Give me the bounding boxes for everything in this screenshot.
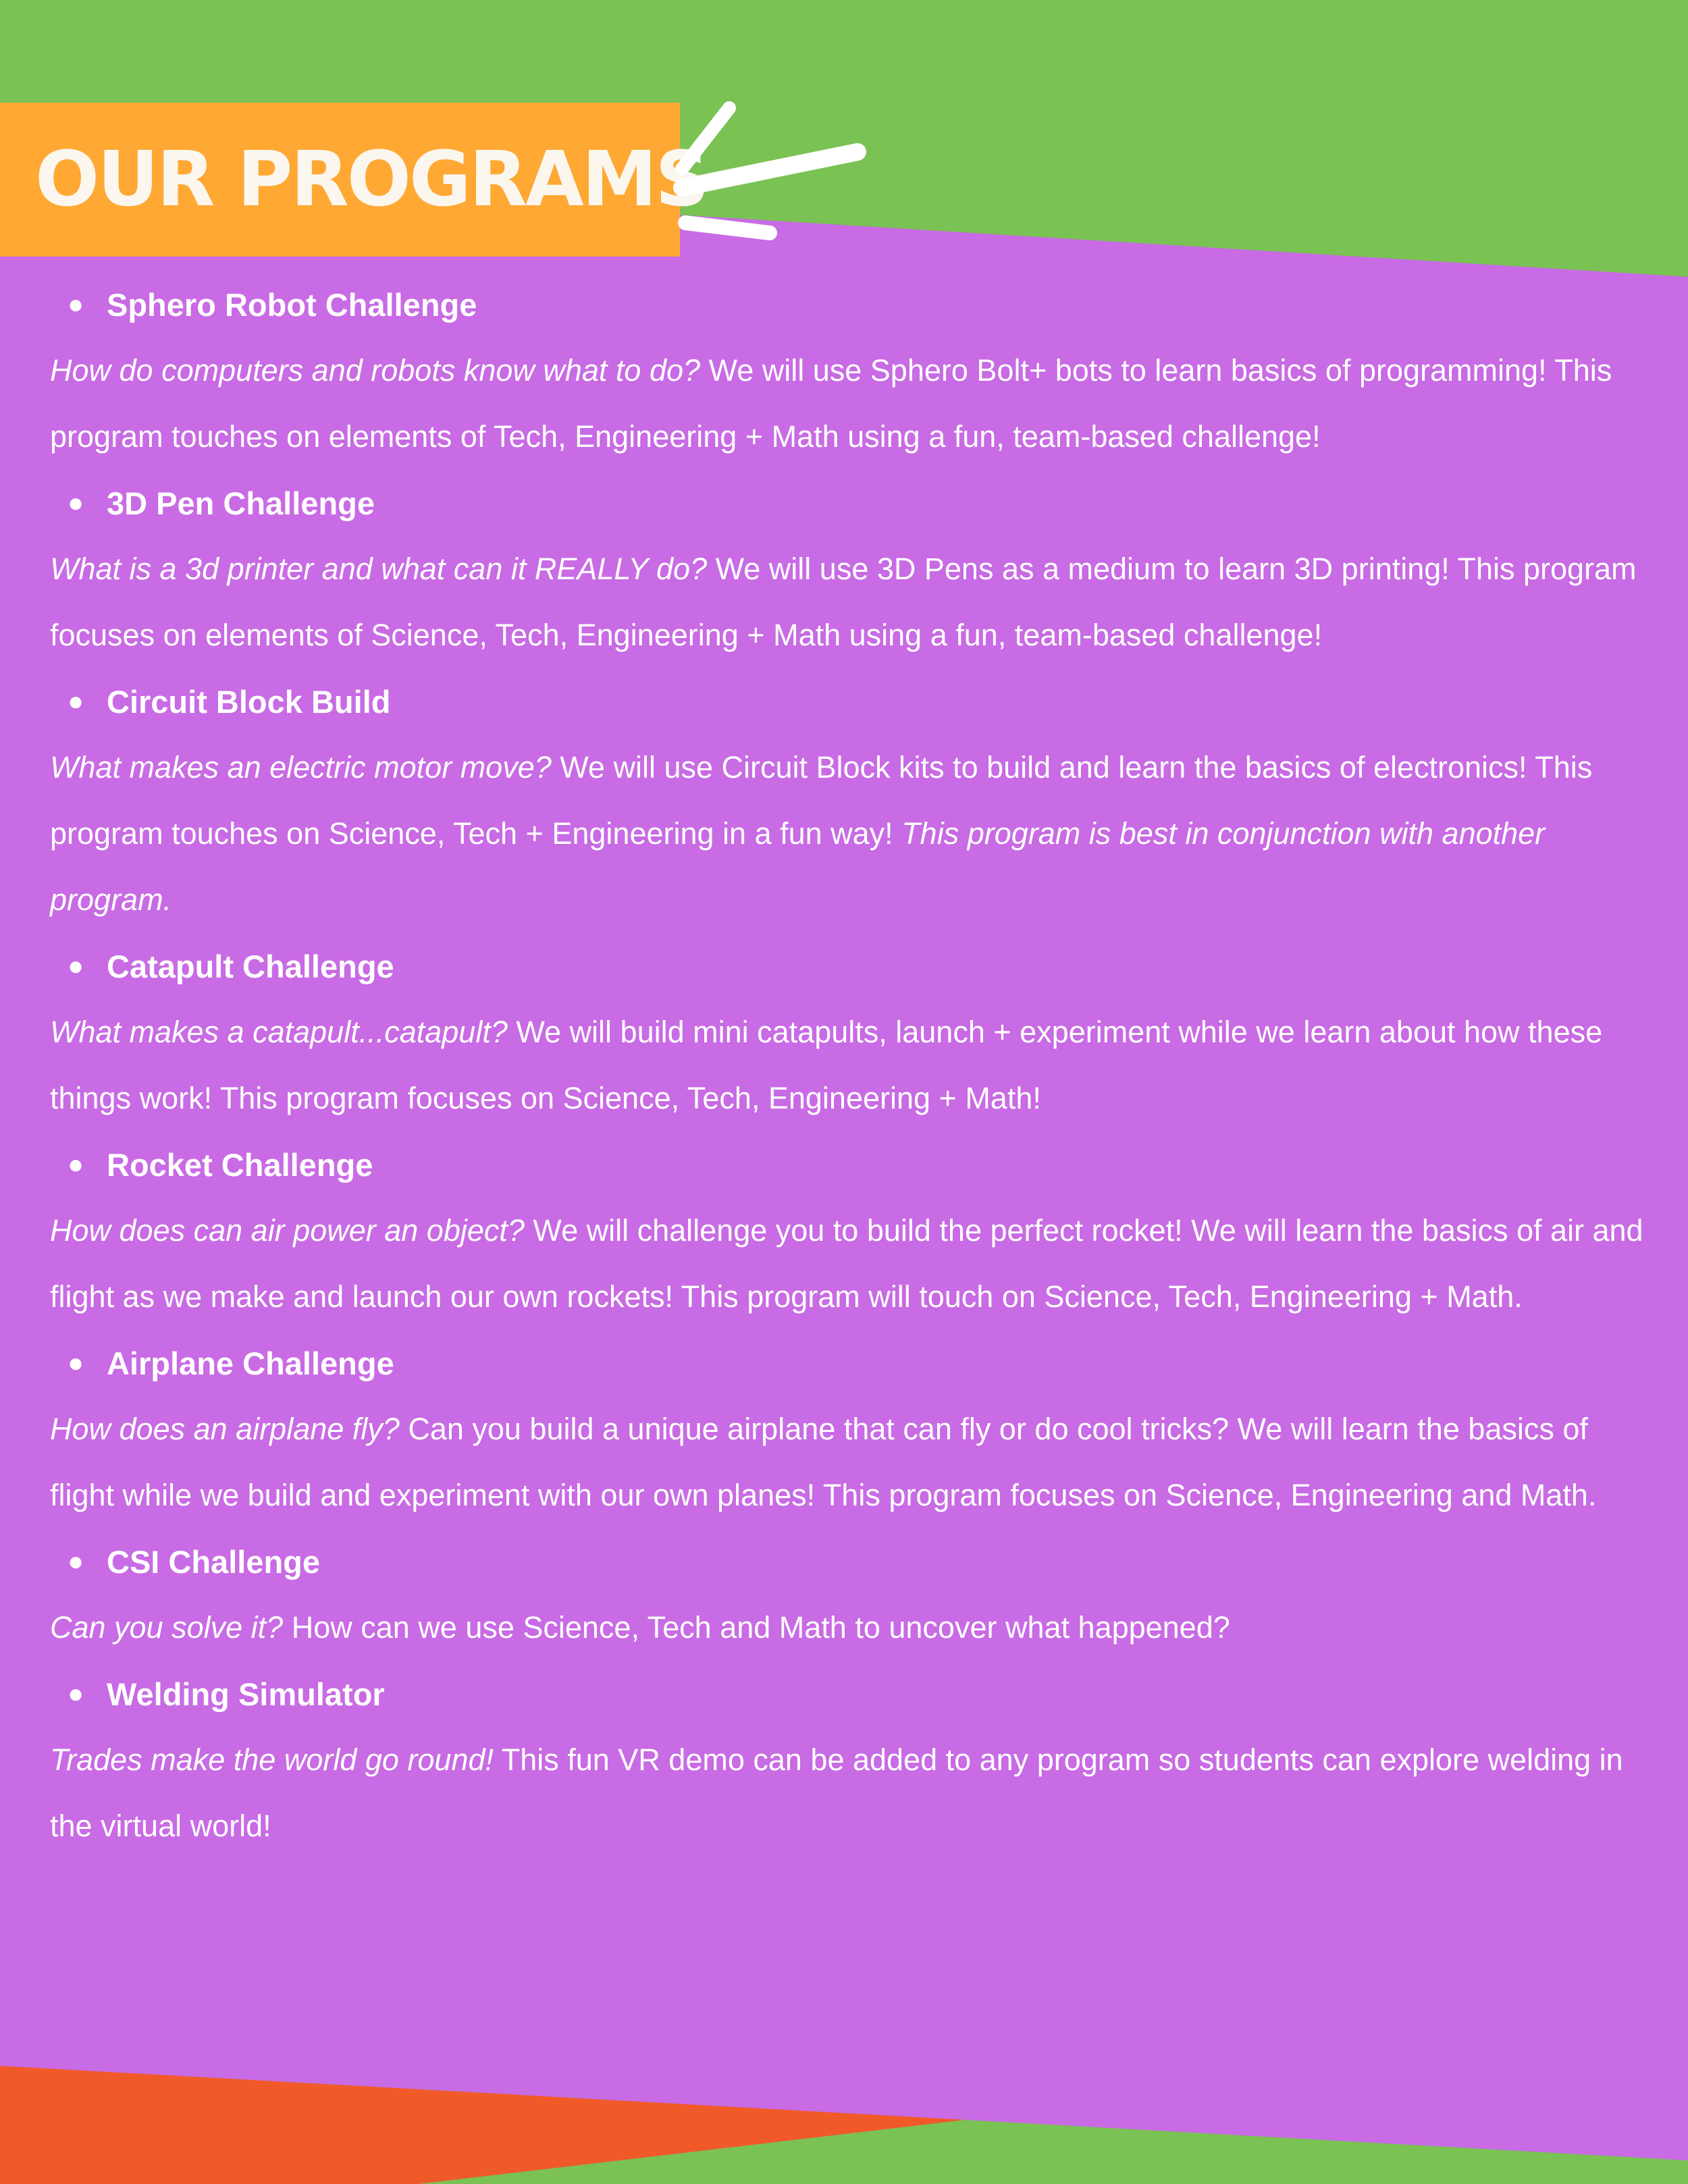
program-item [50,470,1643,668]
program-title: 3D Pen Challenge [107,485,375,521]
program-title: Sphero Robot Challenge [107,286,477,323]
program-question: How does can air power an object? [50,1213,525,1248]
page-title: OUR PROGRAMS [35,136,708,223]
program-text: How can we use Science, Tech and Math to uncover what happened? [283,1610,1230,1645]
program-text: We will build mini catapults, launch + experiment while we learn about how these things work! This program focuses on Science, Tech, Engineering + Math! [50,1015,1603,1115]
program-text: Can you build a unique airplane that can fly or do cool tricks? We will learn the basics of flight while we build and experiment with our own planes! This program focuses on Science, Engineering and Math. [50,1412,1597,1512]
bullet-icon: ● [68,1149,84,1179]
program-text: This fun VR demo can be added to any program so students can explore welding in the virtual world! [50,1742,1623,1843]
program-text: We will challenge you to build the perfect rocket! We will learn the basics of air and flight as we make and launch our own rockets! This program will touch on Science, Tech, Engineering + Math. [50,1213,1643,1314]
program-text: We will use Sphero Bolt+ bots to learn basics of programming! This program touches on elements of Tech, Engineering + Math using a fun, team-based challenge! [50,353,1612,454]
program-title: Circuit Block Build [107,683,391,720]
program-note: This program is best in conjunction with another program. [50,816,1546,917]
program-item [50,1528,1643,1661]
program-title: Airplane Challenge [107,1345,394,1381]
program-text: We will use 3D Pens as a medium to learn 3D printing! This program focuses on elements of Science, Tech, Engineering + Math using a fun, team-based challenge! [50,552,1637,652]
program-title: Welding Simulator [107,1676,385,1712]
bullet-icon: ● [68,1678,84,1709]
program-description [50,1198,1643,1330]
program-description [50,999,1643,1131]
program-item [50,1131,1643,1330]
program-question: Trades make the world go round! [50,1742,494,1777]
program-description [50,1595,1643,1661]
program-item [50,271,1643,470]
bullet-icon: ● [68,1348,84,1378]
program-question: How do computers and robots know what to do? [50,353,701,388]
program-question: Can you solve it? [50,1610,284,1645]
bullet-icon: ● [68,487,84,518]
program-item [50,933,1643,1131]
program-title: Rocket Challenge [107,1146,373,1183]
program-question: What makes a catapult...catapult? [50,1015,508,1049]
program-title: Catapult Challenge [107,948,394,984]
programs-list [50,271,1643,1859]
program-item [50,1661,1643,1859]
program-question: What is a 3d printer and what can it REALLY do? [50,552,708,586]
bullet-icon: ● [68,951,84,981]
program-description [50,1396,1643,1528]
bullet-icon: ● [68,289,84,319]
bullet-icon: ● [68,1546,84,1576]
program-question: What makes an electric motor move? [50,750,552,784]
program-item [50,668,1643,933]
program-title: CSI Challenge [107,1543,321,1580]
program-description [50,338,1643,470]
bullet-icon: ● [68,686,84,716]
program-item [50,1330,1643,1528]
program-description [50,735,1643,933]
program-description [50,536,1643,668]
program-description [50,1727,1643,1859]
program-text: We will use Circuit Block kits to build and learn the basics of electronics! This program touches on Science, Tech + Engineering in a fun way! [50,750,1593,851]
program-question: How does an airplane fly? [50,1412,400,1446]
